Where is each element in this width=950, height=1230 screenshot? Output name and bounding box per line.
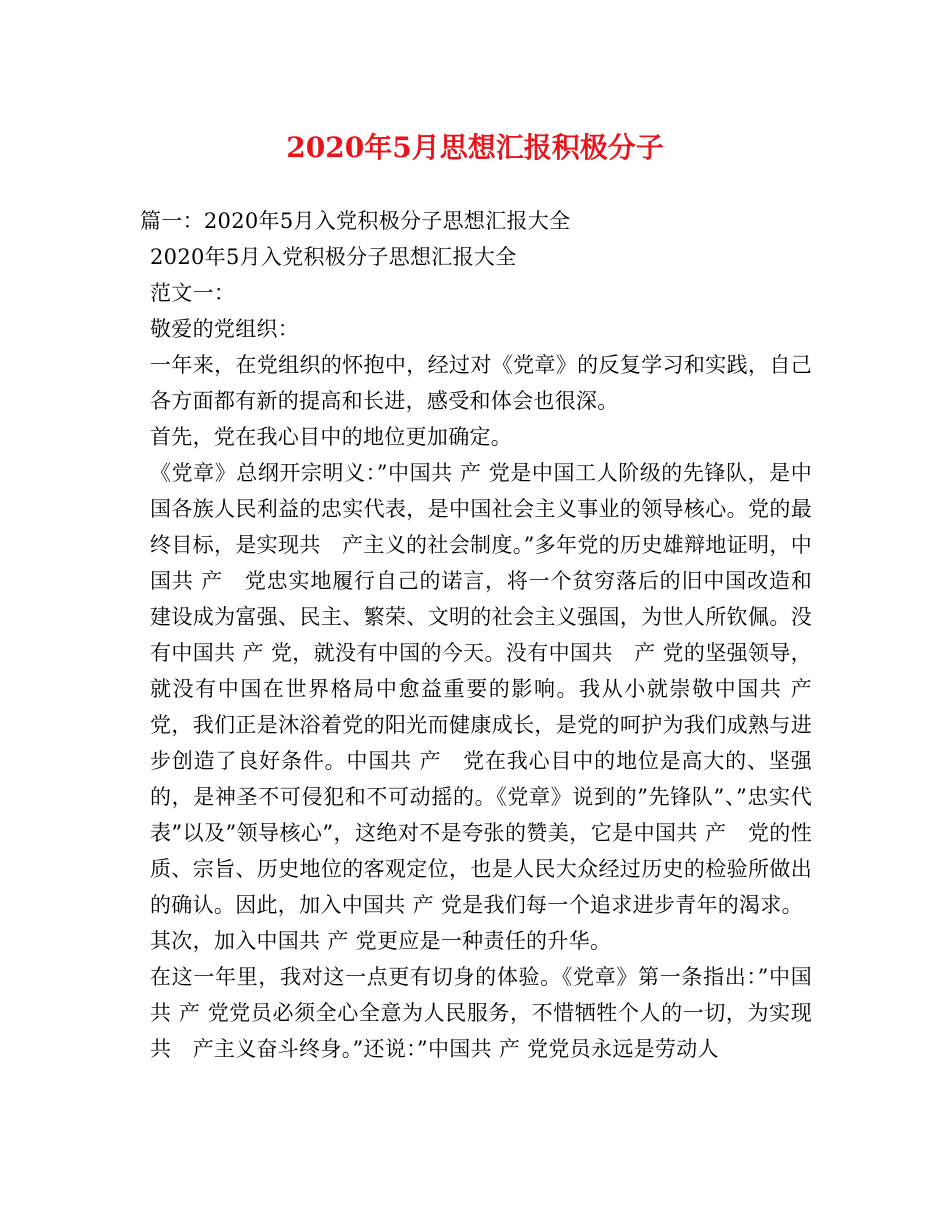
- paragraph-experience: 在这一年里，我对这一点更有切身的体验。《党章》第一条指出：”中国共 产 党党员必须全心全意为人民服务，不惜牺牲个人的一切，为实现共 产主义奋斗终身。”还说：”中国共 产 党党员永远是劳动人: [150, 965, 812, 1061]
- paragraph-salutation: 敬爱的党组织：: [150, 317, 300, 341]
- document-title: 2020年5月思想汇报积极分子: [286, 131, 664, 164]
- paragraph-subtitle: 2020年5月入党积极分子思想汇报大全: [150, 245, 517, 269]
- paragraph-party-charter: 《党章》总纲开宗明义：”中国共 产 党是中国工人阶级的先锋队，是中国各族人民利益的忠实代表，是中国社会主义事业的领导核心。党的最终目标，是实现共 产主义的社会制度。”多年党的历史雄辩地证明，中国共 产 党忠实地履行自己的诺言，将一个贫穷落后的旧中国改造和建设成为富强、民主、繁荣、文明的社会主义强国，为世人所钦佩。没有中国共 产 党，就没有中国的今天。没有中国共 产 党的坚强领导，就没有中国在世界格局中愈益重要的影响。我从小就崇敬中国共 产 党，我们正是沐浴着党的阳光而健康成长，是党的呵护为我们成熟与进步创造了良好条件。中国共 产 党在我心目中的地位是高大的、坚强的，是神圣不可侵犯和不可动摇的。《党章》说到的”先锋队”、”忠实代表”以及”领导核心”，这绝对不是夸张的赞美，它是中国共 产 党的性质、宗旨、历史地位的客观定位，也是人民大众经过历史的检验所做出的确认。因此，加入中国共 产 党是我们每一个追求进步青年的渴求。: [150, 461, 834, 917]
- paragraph-sample-label: 范文一：: [150, 281, 236, 305]
- document-body: [140, 203, 834, 1067]
- paragraph-second-point: 其次，加入中国共 产 党更应是一种责任的升华。: [150, 929, 612, 953]
- paragraph-section-heading: 篇一：2020年5月入党积极分子思想汇报大全: [140, 209, 571, 233]
- paragraph-first-point: 首先，党在我心目中的地位更加确定。: [150, 425, 513, 449]
- paragraph-intro: 一年来，在党组织的怀抱中，经过对《党章》的反复学习和实践，自己各方面都有新的提高和长进，感受和体会也很深。: [150, 353, 812, 413]
